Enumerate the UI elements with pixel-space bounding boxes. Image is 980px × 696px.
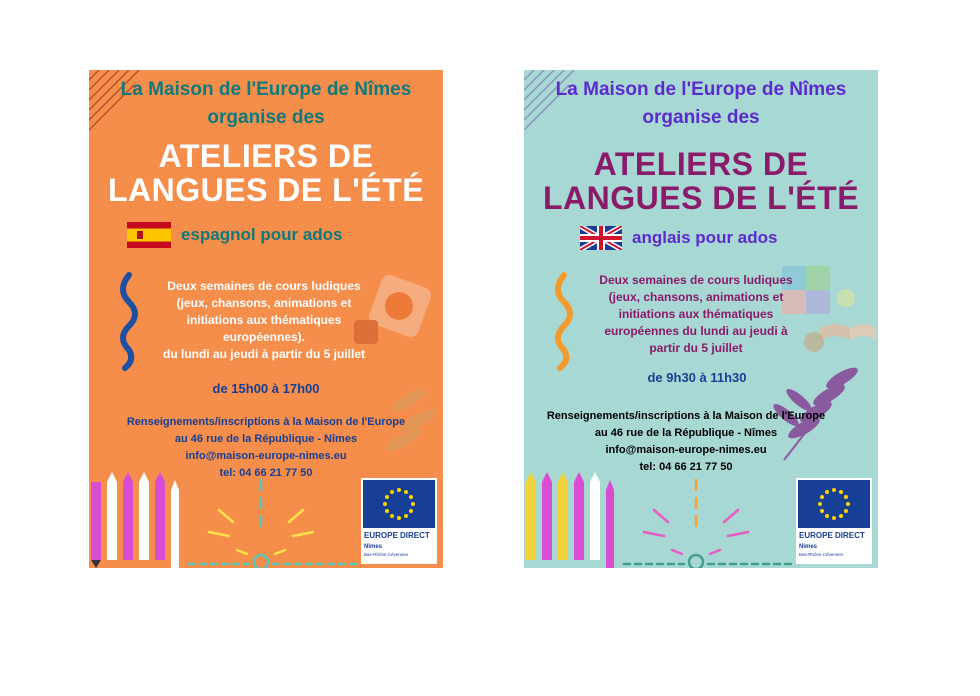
spain-flag-icon [127,222,171,248]
europe-direct-logo [796,478,872,564]
eu-flag-icon [798,480,870,528]
eu-subtitle: Bas-Rhône Cévennes [799,552,844,557]
course-description [129,278,399,363]
language-row [127,222,343,248]
desc-line: (jeux, chansons, animations et [176,296,352,310]
email-link[interactable]: info@maison-europe-nimes.eu [185,450,347,462]
course-hours: de 9h30 à 11h30 [647,370,747,385]
eu-city: Nîmes [364,544,383,550]
organizer-title: La Maison de l'Europe de Nîmes [120,79,412,100]
language-label: anglais pour ados [632,228,778,247]
eu-subtitle: Bas-Rhône Cévennes [364,552,409,557]
pencils-icon [526,472,614,568]
eu-city: Nîmes [799,544,818,550]
europe-direct-logo [361,478,437,564]
organise-text: organise des [207,107,325,128]
desc-line: Deux semaines de cours ludiques [167,279,361,293]
desc-line: européennes). [222,330,306,344]
poster-spanish [89,70,443,568]
poster-english [524,70,878,568]
eu-title: EUROPE DIRECT [799,531,865,540]
language-label: espagnol pour ados [181,225,343,244]
organise-text: organise des [642,107,760,128]
contact-line: au 46 rue de la République - Nîmes [594,427,778,439]
desc-line: initiations aux thématiques [618,307,774,321]
main-title-line1: ATELIERS DE [593,146,809,182]
pencils-icon [91,472,179,568]
desc-line: européennes du lundi au jeudi à [604,324,788,338]
sunburst-icon [624,480,794,568]
eu-title: EUROPE DIRECT [364,531,430,540]
organizer-title: La Maison de l'Europe de Nîmes [555,79,847,100]
desc-line: du lundi au jeudi à partir du 5 juillet [162,347,365,361]
contact-info [536,408,836,476]
contact-line: au 46 rue de la République - Nîmes [174,433,358,445]
language-row [580,226,777,250]
contact-line: Renseignements/inscriptions à la Maison de l'Europe [546,410,826,422]
main-title-line1: ATELIERS DE [158,138,374,174]
main-title-line2: LANGUES DE L'ÉTÉ [542,180,860,216]
main-title-line2: LANGUES DE L'ÉTÉ [107,172,425,208]
uk-flag-icon [580,226,622,250]
sunburst-icon [189,480,359,568]
email-link[interactable]: info@maison-europe-nimes.eu [605,444,767,456]
contact-line: Renseignements/inscriptions à la Maison de l'Europe [126,416,406,428]
eu-flag-icon [363,480,435,528]
phone-number: tel: 04 66 21 77 50 [219,467,313,479]
course-hours: de 15h00 à 17h00 [212,381,320,396]
desc-line: (jeux, chansons, animations et [608,290,784,304]
course-description [566,272,826,357]
desc-line: Deux semaines de cours ludiques [599,273,793,287]
contact-info [107,414,425,482]
desc-line: initiations aux thématiques [186,313,342,327]
phone-number: tel: 04 66 21 77 50 [639,461,733,473]
desc-line: partir du 5 juillet [649,341,743,355]
